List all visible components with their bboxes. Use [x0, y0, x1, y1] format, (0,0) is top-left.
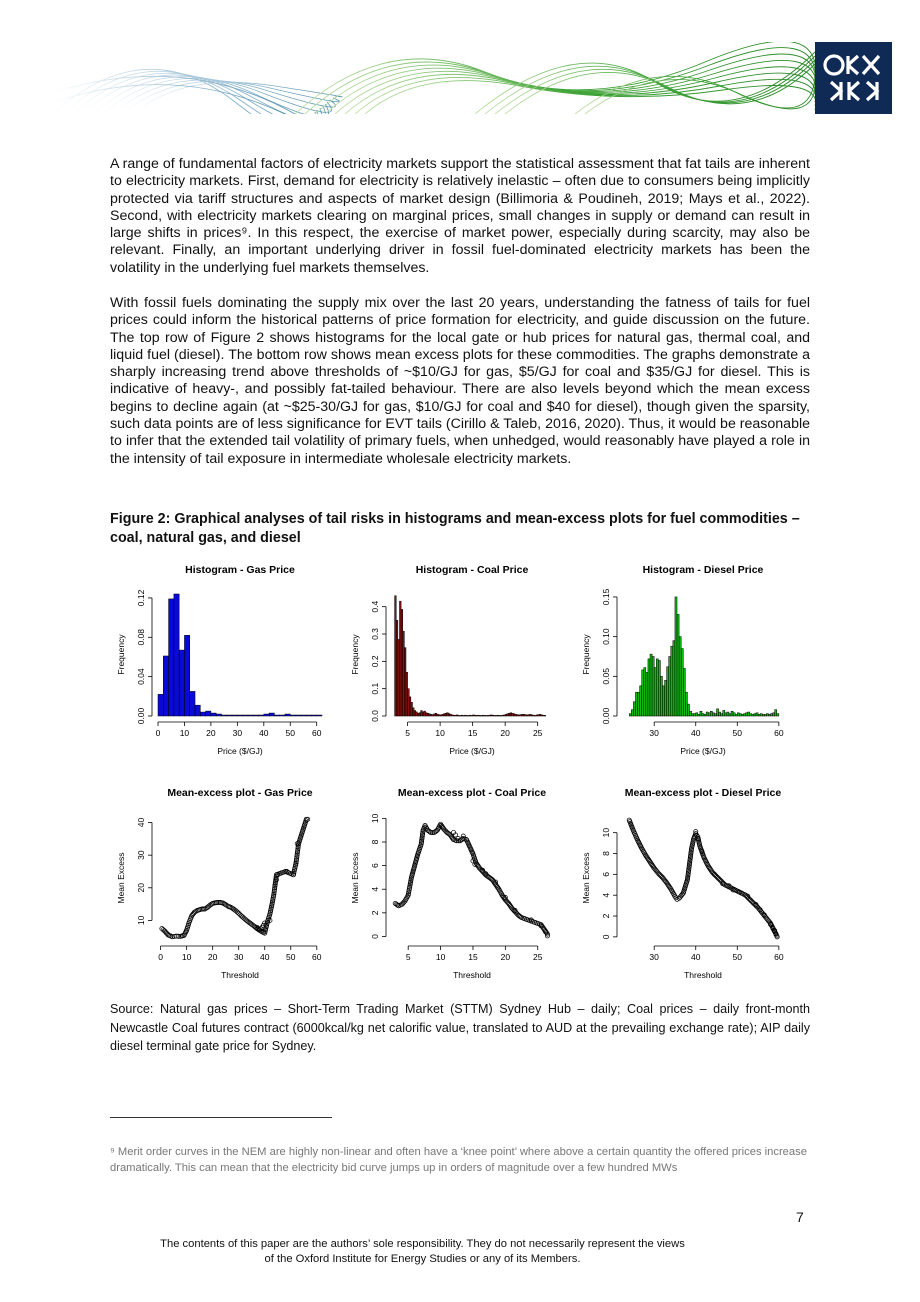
- y-tick-label: 0.00: [601, 707, 611, 725]
- y-tick-label: 8: [601, 851, 611, 856]
- x-tick-label: 0: [155, 728, 161, 738]
- x-tick-label: 30: [649, 728, 659, 738]
- histogram-bar: [687, 704, 689, 716]
- y-tick-label: 0.3: [370, 628, 380, 640]
- histogram-bar: [290, 715, 295, 716]
- y-tick-label: 0.10: [601, 628, 611, 645]
- histogram-bar: [731, 711, 733, 716]
- histogram-bar: [638, 692, 640, 716]
- mean-excess-point: [160, 926, 164, 930]
- histogram-bar: [758, 714, 760, 716]
- x-tick-label: 50: [732, 728, 743, 738]
- histogram-bar: [735, 714, 737, 716]
- histogram-bar: [652, 656, 654, 716]
- histogram-bar: [158, 694, 163, 716]
- histogram-bar: [771, 714, 773, 716]
- histogram-bar: [635, 692, 637, 716]
- x-tick-label: 0: [158, 952, 163, 962]
- histogram-bar: [658, 660, 660, 716]
- x-tick-label: 40: [259, 728, 269, 738]
- histogram-bar: [646, 672, 648, 716]
- x-tick-label: 20: [500, 952, 511, 962]
- histogram-bar: [723, 710, 725, 716]
- x-tick-label: 15: [467, 728, 478, 738]
- histogram-bar: [184, 635, 189, 716]
- x-tick-label: 20: [500, 728, 510, 738]
- x-tick-label: 60: [311, 728, 322, 738]
- x-tick-label: 30: [232, 728, 243, 738]
- x-axis-label: Threshold: [684, 970, 722, 980]
- x-tick-label: 10: [435, 952, 446, 962]
- y-axis-label: Frequency: [116, 634, 126, 675]
- y-tick-label: 0.0: [370, 710, 380, 722]
- x-tick-label: 25: [532, 728, 543, 738]
- histogram-bar: [694, 714, 696, 716]
- histogram-bar: [656, 659, 658, 716]
- chart-title: Mean-excess plot - Diesel Price: [624, 787, 782, 799]
- disclaimer-line-2: of the Oxford Institute for Energy Studies or any of its Members.: [264, 1252, 581, 1265]
- histogram-bar: [725, 713, 727, 716]
- histogram-bar: [259, 715, 264, 716]
- oxford-institute-logo: [815, 42, 892, 114]
- histogram-bar: [211, 713, 216, 716]
- histogram-bar: [237, 715, 242, 716]
- x-axis-label: Price ($/GJ): [680, 746, 726, 756]
- histogram-bar: [754, 714, 756, 716]
- histogram-bar: [696, 713, 698, 716]
- histogram-bar: [631, 710, 633, 716]
- y-tick-label: 0.08: [136, 629, 146, 646]
- mean-excess-point: [241, 915, 245, 919]
- chart-panel-3: [581, 564, 784, 756]
- x-tick-label: 5: [405, 952, 411, 962]
- page-number: 7: [796, 1209, 804, 1225]
- y-tick-label: 0.4: [370, 600, 380, 613]
- histogram-bar: [179, 650, 184, 716]
- histogram-bar: [648, 659, 650, 716]
- histogram-bar: [729, 714, 731, 716]
- histogram-bar: [633, 702, 635, 716]
- histogram-bar: [640, 686, 642, 716]
- chart-title: Histogram - Coal Price: [415, 564, 529, 576]
- histogram-bar: [274, 715, 279, 716]
- y-tick-label: 8: [370, 839, 380, 845]
- chart-title: Mean-excess plot - Coal Price: [397, 787, 547, 799]
- histogram-bar: [174, 594, 179, 716]
- histogram-bar: [253, 715, 258, 716]
- x-tick-label: 20: [207, 952, 218, 962]
- x-tick-label: 60: [774, 952, 784, 962]
- banner-waves-teal: [55, 69, 343, 114]
- histogram-bar: [190, 691, 195, 716]
- histogram-bar: [544, 715, 546, 716]
- y-tick-label: 0.12: [136, 589, 146, 607]
- histogram-bar: [746, 713, 748, 716]
- histogram-bar: [748, 712, 750, 716]
- y-tick-label: 0.1: [370, 682, 380, 695]
- histogram-bar: [296, 715, 301, 716]
- y-tick-label: 2: [370, 910, 380, 916]
- x-tick-label: 30: [649, 952, 659, 962]
- footer-disclaimer: [130, 1237, 715, 1266]
- histogram-bar: [642, 670, 644, 716]
- y-tick-label: 0: [370, 934, 380, 939]
- histogram-bar: [766, 714, 768, 716]
- y-tick-label: 20: [136, 883, 146, 893]
- y-tick-label: 0.2: [370, 655, 380, 668]
- histogram-bar: [264, 714, 269, 716]
- y-tick-label: 4: [370, 886, 380, 892]
- histogram-bar: [206, 711, 211, 716]
- x-axis-label: Threshold: [221, 970, 259, 980]
- histogram-bar: [662, 686, 664, 716]
- histogram-bar: [712, 713, 714, 716]
- histogram-bar: [248, 715, 253, 716]
- x-axis-label: Threshold: [453, 970, 491, 980]
- histogram-bar: [221, 715, 226, 716]
- figure-caption: Figure 2: Graphical analyses of tail risks in histograms and mean-excess plots for fuel commodities – coal, natural gas, and diesel: [110, 511, 800, 546]
- histogram-bar: [665, 680, 667, 716]
- y-tick-label: 30: [136, 850, 146, 860]
- histogram-bar: [750, 714, 752, 716]
- histogram-bar: [700, 711, 702, 716]
- histogram-bar: [654, 668, 656, 716]
- histogram-bar: [717, 709, 719, 716]
- histogram-bar: [269, 713, 274, 716]
- histogram-bar: [698, 714, 700, 716]
- y-tick-label: 0.15: [601, 588, 611, 606]
- x-tick-label: 15: [468, 952, 478, 962]
- histogram-bar: [721, 714, 723, 716]
- chart-panel-1: [116, 564, 322, 756]
- histogram-bar: [285, 714, 290, 716]
- histogram-bar: [737, 713, 739, 716]
- histogram-bar: [317, 715, 322, 716]
- histogram-bar: [702, 714, 704, 716]
- histogram-bar: [704, 714, 706, 716]
- histogram-bar: [744, 714, 746, 716]
- histogram-bar: [719, 712, 721, 716]
- histogram-bar: [683, 668, 685, 716]
- histogram-bar: [727, 712, 729, 716]
- histogram-bar: [714, 714, 716, 716]
- chart-panel-4: [116, 787, 322, 980]
- histogram-bar: [773, 713, 775, 716]
- histogram-bar: [739, 714, 741, 716]
- histogram-bar: [232, 715, 237, 716]
- histogram-bar: [669, 656, 671, 716]
- histogram-bar: [741, 714, 743, 716]
- histogram-bar: [644, 668, 646, 716]
- histogram-bar: [768, 714, 770, 716]
- x-tick-label: 40: [259, 952, 270, 962]
- x-tick-label: 25: [533, 952, 543, 962]
- mean-excess-point: [242, 916, 246, 920]
- x-tick-label: 10: [435, 728, 445, 738]
- x-tick-label: 30: [233, 952, 244, 962]
- chart-title: Mean-excess plot - Gas Price: [167, 787, 313, 799]
- histogram-bar: [689, 711, 691, 716]
- x-tick-label: 10: [181, 952, 192, 962]
- histogram-bar: [227, 715, 232, 716]
- x-tick-label: 40: [690, 952, 701, 962]
- histogram-bar: [760, 714, 762, 716]
- histogram-bar: [752, 714, 754, 716]
- y-axis-label: Mean Excess: [581, 852, 591, 904]
- paragraph-fundamental-factors: A range of fundamental factors of electricity markets support the statistical assessment that fat tails are inherent to electricity markets. First, demand for electricity is relatively inelastic – often due to consumers being implicitly protected via tariff structures and aspects of market design (Billimoria & Poudineh, 2019; Mays et al., 2022). Second, with electricity markets clearing on marginal prices, small changes in supply or demand can result in large shifts in prices⁹. In this respect, the exercise of market power, especially during scarcity, may also be relevant. Finally, an important underlying driver in fossil fuel-dominated electricity markets has been the volatility in the underlying fuel markets themselves.: [110, 156, 810, 276]
- disclaimer-line-1: The contents of this paper are the authors’ sole responsibility. They do not necessarily represent the views: [160, 1238, 685, 1250]
- y-tick-label: 40: [136, 817, 146, 828]
- y-tick-label: 10: [136, 915, 146, 926]
- chart-title: Histogram - Diesel Price: [642, 564, 764, 576]
- histogram-bar: [685, 692, 687, 716]
- figure-source: Source: Natural gas prices – Short-Term Trading Market (STTM) Sydney Hub – daily; Coal prices – daily front-month Newcastle Coal futures contract (6000kcal/kg net calorific value, translated to AUD at the prevailing exchange rate); AIP daily diesel terminal gate price for Sydney.: [110, 1002, 810, 1054]
- histogram-bar: [710, 711, 712, 716]
- y-tick-label: 0.00: [136, 707, 146, 725]
- histogram-bar: [216, 714, 221, 716]
- histogram-bar: [777, 714, 779, 716]
- histogram-bar: [243, 715, 248, 716]
- histogram-bar: [681, 649, 683, 716]
- y-tick-label: 6: [370, 863, 380, 868]
- y-tick-label: 6: [601, 871, 611, 877]
- footnote-9: ⁹ Merit order curves in the NEM are highly non-linear and often have a ‘knee point’ where above a certain quantity the offered prices increase dramatically. This can mean that the electricity bid curve jumps up in orders of magnitude over a few hundred MWs: [110, 1146, 807, 1174]
- histogram-bar: [775, 710, 777, 716]
- histogram-bar: [706, 712, 708, 716]
- y-tick-label: 2: [601, 913, 611, 919]
- histogram-bar: [733, 713, 735, 716]
- chart-panel-2: [350, 564, 546, 756]
- y-axis-label: Mean Excess: [116, 852, 126, 904]
- x-tick-label: 50: [286, 952, 296, 962]
- y-tick-label: 0.04: [136, 668, 146, 685]
- banner-waves-green: [295, 42, 816, 114]
- x-tick-label: 60: [774, 728, 784, 738]
- header-banner: [55, 42, 892, 114]
- y-axis-label: Frequency: [581, 634, 591, 675]
- histogram-bar: [660, 676, 662, 716]
- histogram-bar: [306, 715, 311, 716]
- figure-2-panels: [105, 560, 805, 990]
- histogram-bar: [692, 714, 694, 716]
- histogram-bar: [280, 715, 285, 716]
- y-tick-label: 4: [601, 892, 611, 898]
- x-axis-label: Price ($/GJ): [217, 746, 263, 756]
- histogram-bar: [756, 713, 758, 716]
- histogram-bar: [169, 599, 174, 716]
- y-axis-label: Frequency: [350, 634, 360, 675]
- histogram-bar: [671, 646, 673, 716]
- x-axis-label: Price ($/GJ): [449, 746, 495, 756]
- y-tick-label: 0: [601, 934, 611, 940]
- x-tick-label: 10: [179, 728, 190, 738]
- paragraph-fossil-fuels: With fossil fuels dominating the supply mix over the last 20 years, understanding the fatness of tails for fuel prices could inform the historical patterns of price formation for electricity, and guide discussion on the future. The top row of Figure 2 shows histograms for the local gate or hub prices for natural gas, thermal coal, and liquid fuel (diesel). The bottom row shows mean excess plots for these commodities. The graphs demonstrate a sharply increasing trend above thresholds of ~$10/GJ for gas, $5/GJ for coal and $35/GJ for diesel. This is indicative of heavy-, and possibly fat-tailed behaviour. There are also levels beyond which the mean excess begins to decline again (at ~$25-30/GJ for gas, $10/GJ for coal and $40 for diesel), though given the sparsity, such data points are of less significance for EVT tails (Cirillo & Taleb, 2016, 2020). Thus, it would be reasonable to infer that the extended tail volatility of primary fuels, when unhedged, would reasonably have played a role in the intensity of tail exposure in intermediate wholesale electricity markets.: [110, 295, 810, 467]
- x-tick-label: 50: [285, 728, 295, 738]
- histogram-bar: [650, 654, 652, 716]
- x-tick-label: 50: [732, 952, 743, 962]
- histogram-bar: [675, 597, 677, 716]
- histogram-bar: [301, 715, 306, 716]
- histogram-bar: [677, 614, 679, 716]
- y-tick-label: 10: [601, 827, 611, 838]
- histogram-bar: [679, 637, 681, 716]
- x-tick-label: 60: [312, 952, 322, 962]
- histogram-bar: [764, 714, 766, 716]
- histogram-bar: [762, 714, 764, 716]
- chart-panel-6: [581, 787, 784, 980]
- chart-title: Histogram - Gas Price: [185, 564, 295, 576]
- histogram-bar: [667, 667, 669, 716]
- histogram-bar: [200, 712, 205, 716]
- y-axis-label: Mean Excess: [350, 852, 360, 904]
- histogram-bar: [311, 715, 316, 716]
- footnote-divider: [110, 1117, 332, 1118]
- y-tick-label: 0.05: [601, 668, 611, 685]
- histogram-bar: [163, 656, 168, 716]
- x-tick-label: 20: [206, 728, 216, 738]
- chart-panel-5: [350, 787, 550, 980]
- histogram-bar: [673, 641, 675, 716]
- histogram-bar: [195, 705, 200, 716]
- histogram-bar: [629, 714, 631, 716]
- histogram-bar: [708, 713, 710, 716]
- y-tick-label: 10: [370, 813, 380, 824]
- x-tick-label: 5: [405, 728, 410, 738]
- x-tick-label: 40: [690, 728, 701, 738]
